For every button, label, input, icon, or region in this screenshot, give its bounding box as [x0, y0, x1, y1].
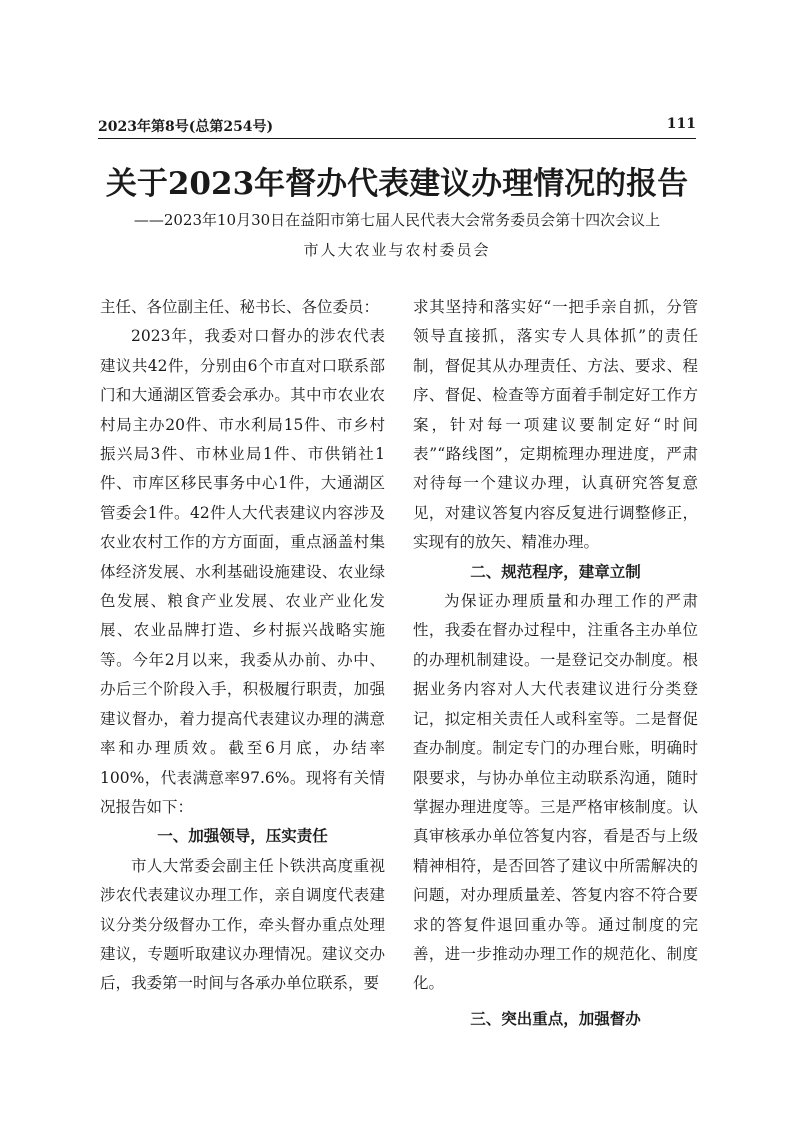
section2-paragraph: 为保证办理质量和办理工作的严肃性，我委在督办过程中，注重各主办单位的办理机制建设。一是登记交办制度。根据业务内容对人大代表建议进行分类登记，拟定相关责任人或科室等。二是督促查办制度。制定专门的办理台账，明确时限要求，与协办单位主动联系沟通，随时掌握办理进度等。三是严格审核制度。认真审核承办单位答复内容，看是否与上级精神相符，是否回答了建议中所需解决的问题，对办理质量差、答复内容不符合要求的答复件退回重办等。通过制度的完善，进一步推动办理工作的规范化、制度化。 — [413, 592, 698, 993]
right-column — [413, 293, 698, 1034]
section3-heading: 三、突出重点，加强督办 — [470, 1009, 641, 1028]
document-subtitle: ——2023年10月30日在益阳市第七届人民代表大会常务委员会第十四次会议上 — [133, 211, 661, 229]
page-number: 111 — [666, 116, 696, 132]
issue-label: 2023年第8号(总第254号) — [98, 119, 274, 135]
section2-heading: 二、规范程序，建章立制 — [470, 562, 641, 581]
section1-paragraph-continued: 求其坚持和落实好“一把手亲自抓，分管领导直接抓，落实专人具体抓”的责任制，督促其从办理责任、方法、要求、程序、督促、检查等方面着手制定好工作方案，针对每一项建议要制定好“时间表”“路线图”，定期梳理办理进度，严肃对待每一个建议办理，认真研究答复意见，对建议答复内容反复进行调整修正，实现有的放矢、精准办理。 — [413, 298, 698, 552]
section1-heading: 一、加强领导，压实责任 — [157, 827, 328, 846]
intro-paragraph: 2023年，我委对口督办的涉农代表建议共42件，分别由6个市直对口联系部门和大通湖区管委会承办。其中市农业农村局主办20件、市水利局15件、市乡村振兴局3件、市林业局1件、市供销社1件、市库区移民事务中心1件，大通湖区管委会1件。42件人大代表建议内容涉及农业农村工作的方方面面，重点涵盖村集体经济发展、水利基础设施建设、农业绿色发展、粮食产业发展、农业产业化发展、农业品牌打造、乡村振兴战略实施等。今年2月以来，我委从办前、办中、办后三个阶段入手，积极履行职责，加强建议督办，着力提高代表建议办理的满意率和办理质效。截至6月底，办结率100%，代表满意率97.6%。现将有关情况报告如下： — [100, 327, 385, 816]
header-rule — [98, 138, 696, 139]
section1-paragraph: 市人大常委会副主任卜铁洪高度重视涉农代表建议办理工作，亲自调度代表建议分类分级督办工作，牵头督办重点处理建议，专题听取建议办理情况。建议交办后，我委第一时间与各承办单位联系，要 — [100, 856, 385, 993]
left-column — [100, 293, 385, 999]
running-header — [98, 116, 696, 138]
committee-name: 市人大农业与农村委员会 — [303, 241, 491, 259]
document-title: 关于2023年督办代表建议办理情况的报告 — [105, 166, 689, 202]
salutation: 主任、各位副主任、秘书长、各位委员： — [100, 298, 380, 316]
